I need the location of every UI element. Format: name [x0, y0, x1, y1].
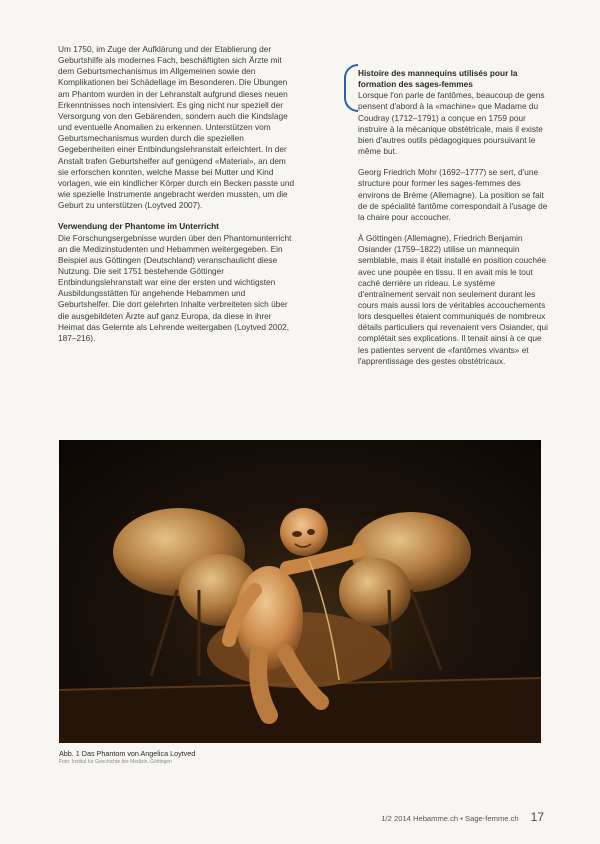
right-paragraph-1: Lorsque l'on parle de fantômes, beaucoup de gens pensent d'abord à la «machine» que Madame du Coudray (1712–1791) a conçue en 1759 pour instruire à la mécanique obstétricale, mais il existe bien d'autres outils pédagogiques poursuivant le même but. [358, 90, 545, 157]
figure-credit: Foto: Institut für Geschichte der Medizin, Göttingen [59, 759, 172, 765]
left-paragraph-2: Die Forschungsergebnisse wurden über den Phantomunterricht an die Medizinstudenten und Hebammen weitergegeben. Ein Beispiel aus Göttingen (Deutschland) veranschaulicht diese Nutzung. Die seit 1751 bestehende Göttinger Entbindungslehranstalt war eine der ersten und wichtigsten Ausbildungsstätten für angehende Hebammen und Geburtshelfer. Die dort gelehrten Inhalte verbreiteten sich über die ausgebildeten Ärzte auf ganz Europa, da diese in ihrer Heimat das Gelernte als Lehrende weitergaben (Loytved 2002, 187–216). [58, 232, 292, 343]
phantom-illustration [59, 440, 541, 743]
figure-caption: Abb. 1 Das Phantom von Angelica Loytved [59, 749, 196, 758]
issue-label: 1/2 2014 Hebamme.ch • Sage-femme.ch [381, 814, 519, 823]
left-section-heading: Verwendung der Phantome im Unterricht [58, 221, 219, 232]
left-paragraph-1: Um 1750, im Zuge der Aufklärung und der Etablierung der Geburtshilfe als modernes Fach, beschäftigten sich Ärzte mit dem Geburtsmechanismus im Allgemeinen sowie den Komplikationen bei Schädellage im Besonderen. Die Übungen am Phantom wurden in der Lehranstalt aufgrund dieses neuen Erkenntnisses noch intensiviert. Es ging nicht nur speziell der Versorgung von den Gebärenden, sondern auch die Kindslage und eventuelle Anomalien zu erkennen. Unterstützen vom Geburtsmechanismus wurden durch die speziellen Gegebenheiten einer Entbindungslehranstalt erleichtert. In der Anstalt trafen Geburtshelfer auf genügend «Material», an dem sie erforschen konnten, welche Masse bei Mutter und Kind vorlagen, wie ein kindlicher Körper durch ein Becken passte und wie spezielle Instrumente angebracht werden mussten, um die Geburt zu unterstützen (Loytved 2007). [58, 44, 295, 211]
right-paragraph-2: Georg Friedrich Mohr (1692–1777) se sert, d'une structure pour former les sages-femmes des environs de Brème (Allemagne). La position se fait de de spécialité fantôme correspondait à l'usage de la chaire pour accoucher. [358, 167, 548, 222]
right-paragraph-3: À Göttingen (Allemagne), Friedrich Benjamin Osiander (1759–1822) utilise un mannequin semblable, mais il était installé en position couchée avec une poupée en tissu. Il en avait mis le tout caché derrière un rideau. Le système d'entraînement servait non seulement durant les cours mais aussi lors de véritables accouchements lors desquelles étaient communiqués de nombreux détails particuliers qui revenaient vers Osiander, qui complétait ses explications. Il tenait ainsi à ce que les patientes servent de «fantômes vivants» et l'apprentissage des gestes obstétricaux. [358, 233, 549, 366]
right-section-heading: Histoire des mannequins utilisés pour la formation des sages-femmes [358, 68, 518, 90]
phantom-photo [59, 440, 541, 743]
left-column [58, 44, 297, 344]
page-number: 17 [530, 810, 544, 824]
page-footer [381, 810, 544, 824]
right-column [358, 68, 548, 367]
blue-bracket-icon [344, 64, 358, 112]
